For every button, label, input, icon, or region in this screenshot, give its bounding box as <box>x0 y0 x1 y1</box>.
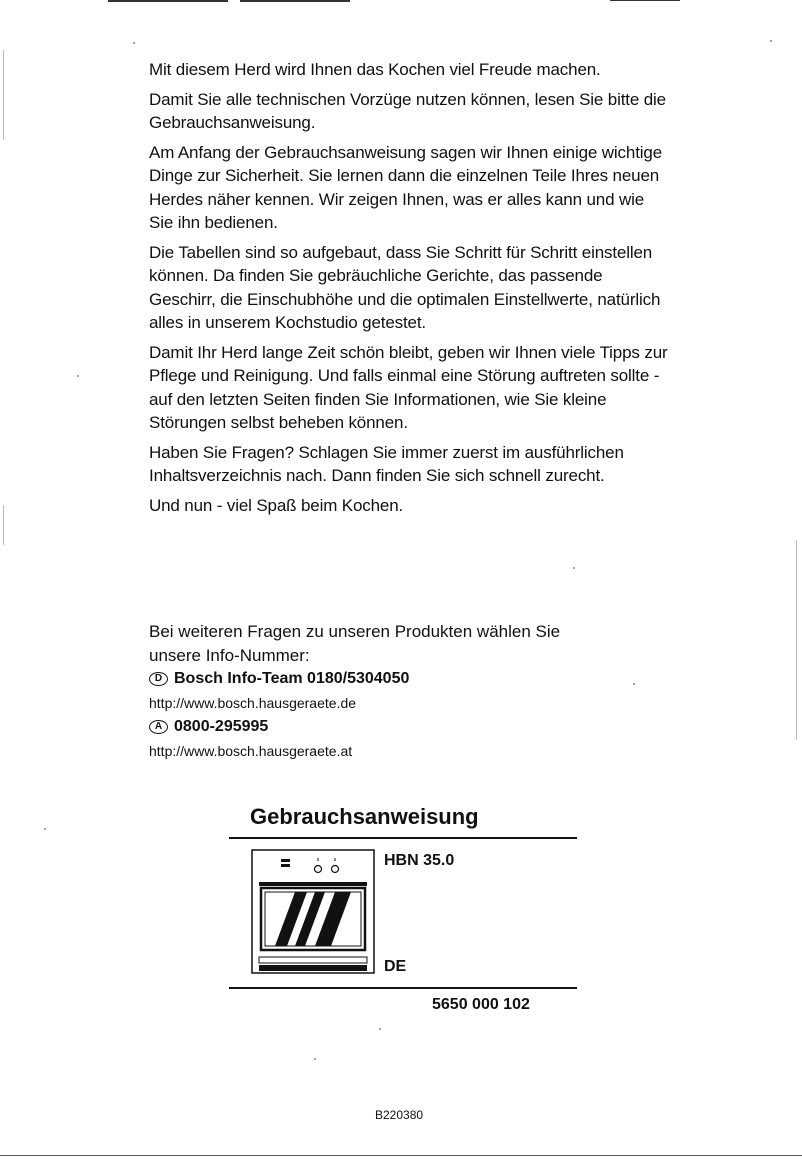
footer-code: B220380 <box>375 1108 424 1122</box>
scan-speck <box>77 375 79 377</box>
intro-paragraph: Mit diesem Herd wird Ihnen das Kochen viel Freude machen. <box>149 60 601 79</box>
scan-edge-mark <box>3 505 4 545</box>
scan-edge-mark <box>3 50 4 140</box>
austria-hotline-text: 0800-295995 <box>174 718 269 735</box>
germany-hotline-text: Bosch Info-Team 0180/5304050 <box>174 670 410 687</box>
intro-paragraph: Am Anfang der Gebrauchsanweisung sagen wir Ihnen einige wichtige Dinge zur Sicherheit. Sie lernen dann die einzelnen Teile Ihres neuen Herdes näher kennen. Wir zeigen Ihnen, was er alles kann und wie Sie ihn bedienen. <box>149 142 663 232</box>
scan-speck <box>770 40 772 42</box>
austria-hotline <box>149 715 669 739</box>
model-number: HBN 35.0 <box>384 852 455 869</box>
country-badge-icon: A <box>149 720 168 734</box>
language-code: DE <box>384 958 407 975</box>
scan-speck <box>314 1058 316 1060</box>
scan-speck <box>44 828 46 830</box>
top-edge-line <box>610 0 680 1</box>
scan-speck <box>573 567 575 569</box>
contact-block <box>149 620 669 763</box>
scan-edge-mark <box>796 540 797 740</box>
document-number-rule <box>229 987 577 989</box>
intro-paragraph: Und nun - viel Spaß beim Kochen. <box>149 495 404 515</box>
top-edge-line <box>108 0 228 2</box>
country-badge-icon: D <box>149 672 168 686</box>
contact-intro-line: Bei weiteren Fragen zu unseren Produkten wählen Sie <box>149 622 561 641</box>
scan-speck <box>133 42 135 44</box>
top-edge-line <box>240 0 350 2</box>
intro-paragraph: Damit Ihr Herd lange Zeit schön bleibt, geben wir Ihnen viele Tipps zur Pflege und Reinigung. Und falls einmal eine Störung auftreten sollte - auf den letzten Seiten finden Sie Informationen, wie Sie kleine Störungen selbst beheben können. <box>149 342 668 432</box>
scan-speck <box>379 1028 381 1030</box>
germany-url[interactable]: http://www.bosch.hausgeraete.de <box>149 695 357 711</box>
oven-icon <box>251 849 375 974</box>
intro-paragraph: Die Tabellen sind so aufgebaut, dass Sie Schritt für Schritt einstellen können. Da finden Sie gebräuchliche Gerichte, das passende Geschirr, die Einschubhöhe und die optimalen Einstellwerte, natürlich alles in unserem Kochstudio getestet. <box>149 242 661 332</box>
contact-intro-line: unsere Info-Nummer: <box>149 645 310 665</box>
germany-hotline <box>149 667 669 691</box>
intro-text <box>149 58 669 523</box>
intro-paragraph: Haben Sie Fragen? Schlagen Sie immer zuerst im ausführlichen Inhaltsverzeichnis nach. Dann finden Sie sich schnell zurecht. <box>149 442 624 485</box>
intro-paragraph: Damit Sie alle technischen Vorzüge nutzen können, lesen Sie bitte die Gebrauchsanweisung. <box>149 89 666 132</box>
austria-url[interactable]: http://www.bosch.hausgeraete.at <box>149 743 353 759</box>
document-number: 5650 000 102 <box>432 996 530 1013</box>
title-underline <box>229 837 577 839</box>
document-title: Gebrauchsanweisung <box>250 804 479 829</box>
bottom-edge-line <box>0 1155 802 1156</box>
